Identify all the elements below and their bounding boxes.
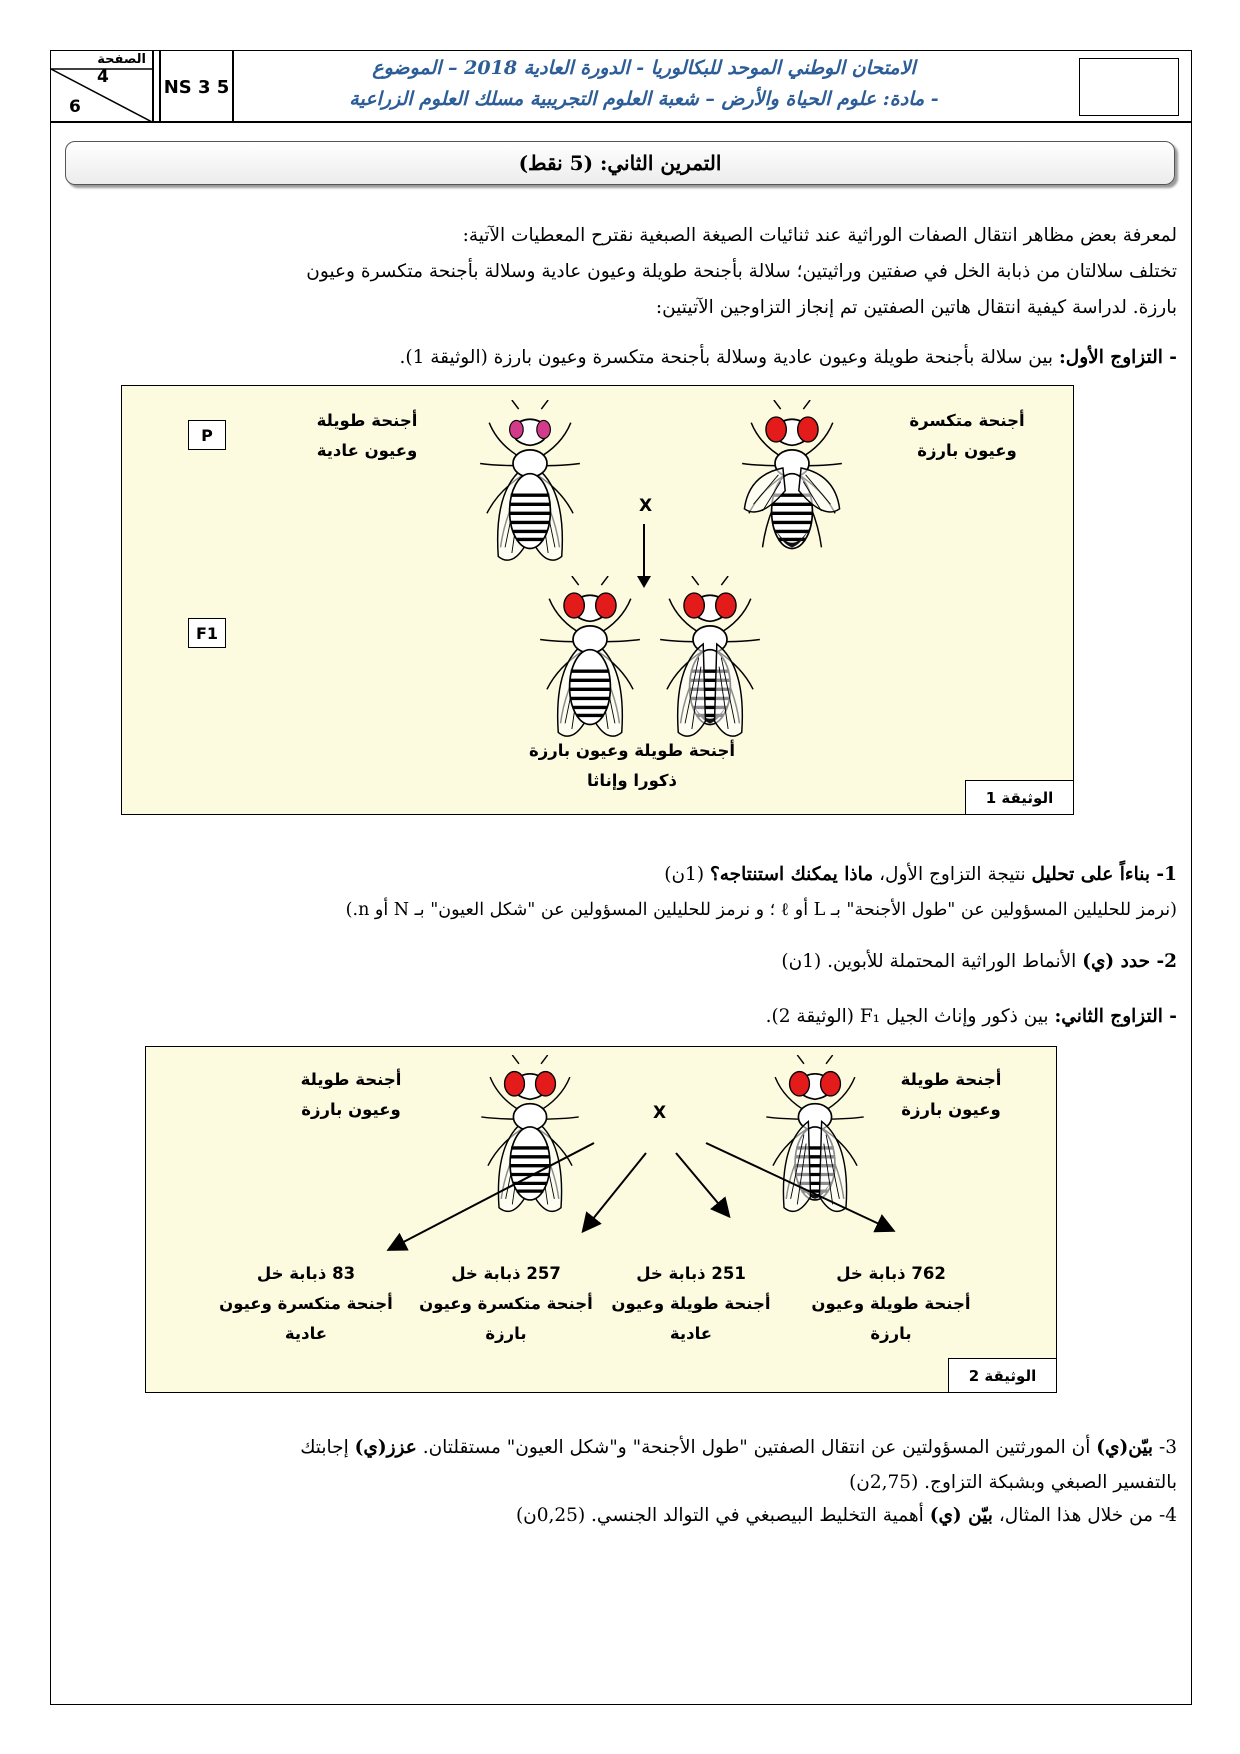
doc1-cross-symbol: X xyxy=(639,496,653,516)
q4-c: أهمية التخليط البيصبغي في التوالد الجنسي. (0,25ن) xyxy=(515,1505,930,1526)
doc1-parent-left-l2: وعيون عادية xyxy=(316,441,418,460)
fly-long-wings-normal-eyes-icon xyxy=(470,400,590,570)
cross2-text: بين ذكور وإناث الجيل F₁ (الوثيقة 2). xyxy=(765,1006,1055,1027)
doc2-result-4-count: 762 ذبابة خل xyxy=(836,1264,946,1283)
doc2-cross-symbol: X xyxy=(653,1103,667,1123)
q1-bold: ماذا يمكنك استنتاجه؟ xyxy=(709,864,874,885)
doc1-parent-right-l1: أجنحة متكسرة xyxy=(909,411,1025,430)
doc1-parent-right-l2: وعيون بارزة xyxy=(917,441,1017,460)
question-4 xyxy=(516,1505,1177,1526)
q3-d: عزز(ي) xyxy=(354,1437,417,1458)
q4-a: 4- من خلال هذا المثال، xyxy=(992,1505,1177,1526)
page-number: 4 xyxy=(97,67,109,87)
doc2-result-4-l2: بارزة xyxy=(870,1324,912,1343)
cross1-text: بين سلالة بأجنحة طويلة وعيون عادية وسلالة بأجنحة متكسرة وعيون بارزة (الوثيقة 1). xyxy=(399,347,1059,368)
doc2-result-2 xyxy=(416,1259,596,1349)
doc2-result-1-count: 83 ذبابة خل xyxy=(256,1264,356,1283)
q2-text: الأنماط الوراثية المحتملة للأبوين. (1ن) xyxy=(781,951,1083,972)
doc2-result-3 xyxy=(601,1259,781,1349)
page-number-box xyxy=(51,51,154,123)
q4-b: بيّن (ي) xyxy=(929,1505,993,1526)
doc2-parent-left-l2: وعيون بارزة xyxy=(301,1100,401,1119)
exam-page xyxy=(50,50,1192,1705)
intro-line-2: تختلف سلالتان من ذبابة الخل في صفتين وراثيتين؛ سلالة بأجنحة طويلة وعيون عادية وسلالة بأجنحة متكسرة وعيون xyxy=(306,261,1177,282)
doc1-parent-left-l1: أجنحة طويلة xyxy=(316,411,418,430)
cross1-heading xyxy=(399,347,1177,368)
doc2-result-3-l2: عادية xyxy=(669,1324,713,1343)
exam-title-line1: الامتحان الوطني الموحد للبكالوريا - الدورة العادية 2018 – الموضوع xyxy=(372,57,916,79)
doc2-parent-right-l2: وعيون بارزة xyxy=(901,1100,1001,1119)
doc2-result-2-count: 257 ذبابة خل xyxy=(451,1264,561,1283)
document-1 xyxy=(121,385,1074,815)
doc1-parent-right-label xyxy=(882,406,1052,466)
cross2-heading xyxy=(766,1006,1177,1027)
doc2-result-2-l2: بارزة xyxy=(485,1324,527,1343)
question-1 xyxy=(664,864,1177,885)
cross1-label: - التزاوج الأول: xyxy=(1058,347,1177,368)
q1-points: (1ن) xyxy=(664,864,710,885)
score-box xyxy=(1079,58,1179,116)
question-3-line1 xyxy=(300,1437,1177,1458)
page-label: الصفحة xyxy=(97,52,146,67)
cross2-label: - التزاوج الثاني: xyxy=(1054,1006,1177,1027)
exam-code: NS 3 5 xyxy=(159,51,234,123)
doc2-result-4-l1: أجنحة طويلة وعيون xyxy=(811,1294,971,1313)
fly-f1-male-icon xyxy=(530,576,650,746)
doc2-parent-right-l1: أجنحة طويلة xyxy=(900,1070,1002,1089)
fly-vestigial-wings-bar-eyes-icon xyxy=(732,400,852,570)
intro-line-1: لمعرفة بعض مظاهر انتقال الصفات الوراثية عند ثنائيات الصيغة الصبغية نقترح المعطيات الآتية: xyxy=(462,225,1177,246)
gen-label-f1: F1 xyxy=(188,618,226,648)
doc2-result-1-l2: عادية xyxy=(284,1324,328,1343)
doc2-result-4 xyxy=(806,1259,976,1349)
q3-e: إجابتك xyxy=(300,1437,355,1458)
doc1-f1-l2: ذكورا وإناثا xyxy=(586,771,677,790)
gen-label-p: P xyxy=(188,420,226,450)
doc1-f1-label xyxy=(482,736,782,796)
doc2-result-3-count: 251 ذبابة خل xyxy=(636,1264,746,1283)
question-2 xyxy=(781,951,1177,972)
doc2-result-1 xyxy=(211,1259,401,1349)
intro-line-3: بارزة. لدراسة كيفية انتقال هاتين الصفتين تم إنجاز التزاوجين الآتيتين: xyxy=(655,297,1177,318)
q1-label: 1- بناءاً على تحليل xyxy=(1031,864,1177,885)
q3-a: 3- xyxy=(1153,1437,1177,1458)
exercise-title: التمرين الثاني: (5 نقط) xyxy=(65,141,1175,185)
doc1-caption: الوثيقة 1 xyxy=(965,780,1073,814)
q3-c: أن المورثتين المسؤولتين عن انتقال الصفتين "طول الأجنحة" و"شكل العيون" مستقلتان. xyxy=(416,1437,1097,1458)
doc2-result-3-l1: أجنحة طويلة وعيون xyxy=(611,1294,771,1313)
q3-b: بيّن(ي) xyxy=(1096,1437,1154,1458)
exam-title-line2: - مادة: علوم الحياة والأرض – شعبة العلوم التجريبية مسلك العلوم الزراعية xyxy=(349,88,939,110)
q1-note: (نرمز للحليلين المسؤولين عن "طول الأجنحة" بـ L أو ℓ ؛ و نرمز للحليلين المسؤولين عن "شكل العيون" بـ N أو n.) xyxy=(345,900,1177,920)
doc1-parent-left-label xyxy=(282,406,452,466)
doc2-result-1-l1: أجنحة متكسرة وعيون xyxy=(219,1294,393,1313)
exam-title xyxy=(239,53,1049,119)
page-total: 6 xyxy=(69,97,81,117)
question-3-line2: بالتفسير الصبغي وبشبكة التزاوج. (2,75ن) xyxy=(849,1472,1177,1493)
document-2 xyxy=(145,1046,1057,1393)
doc2-caption: الوثيقة 2 xyxy=(948,1358,1056,1392)
doc2-result-2-l1: أجنحة متكسرة وعيون xyxy=(419,1294,593,1313)
exam-header xyxy=(51,51,1191,123)
q1-text: نتيجة التزاوج الأول، xyxy=(873,864,1032,885)
q2-label: 2- حدد (ي) xyxy=(1082,951,1177,972)
doc2-parent-left-l1: أجنحة طويلة xyxy=(300,1070,402,1089)
fly-f1-female-icon xyxy=(650,576,770,746)
doc1-f1-l1: أجنحة طويلة وعيون بارزة xyxy=(528,741,736,760)
